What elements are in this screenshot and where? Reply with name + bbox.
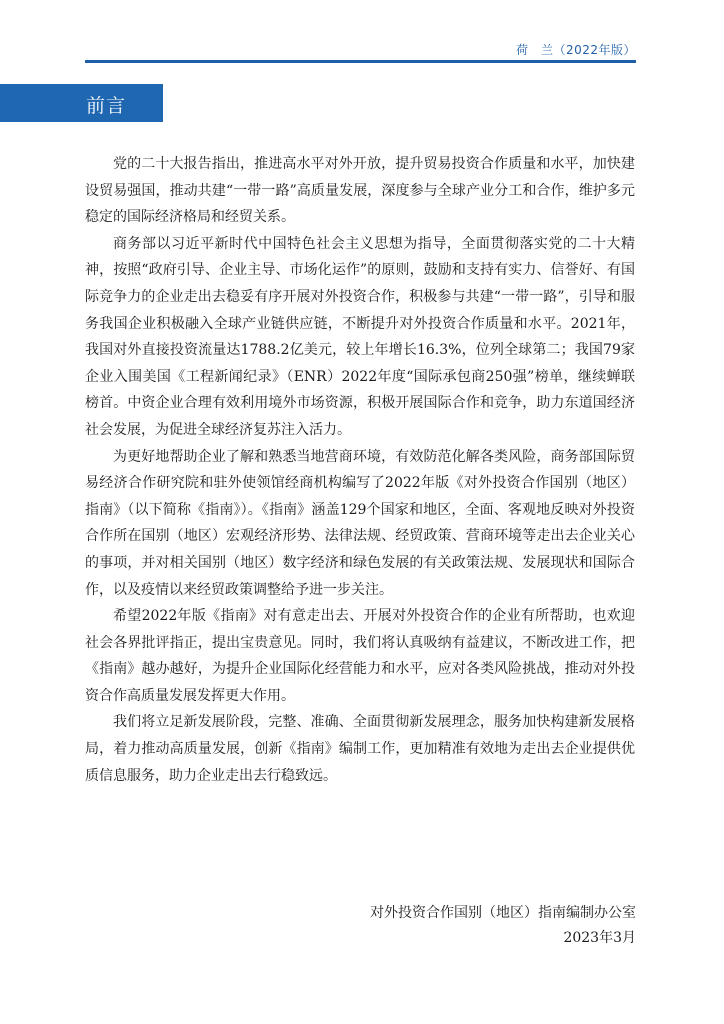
preface-paragraph-1: 党的二十大报告指出，推进高水平对外开放，提升贸易投资合作质量和水平，加快建设贸易强国，推动共建“一带一路”高质量发展，深度参与全球产业分工和合作，维护多元稳定的国际经济格局和经贸关系。 bbox=[85, 156, 635, 226]
signature-date: 2023年3月 bbox=[563, 930, 636, 946]
preface-paragraph-4: 希望2022年版《指南》对有意走出去、开展对外投资合作的企业有所帮助，也欢迎社会各界批评指正，提出宝贵意见。同时，我们将认真吸纳有益建议，不断改进工作，把《指南》越办越好，为提升企业国际化经营能力和水平，应对各类风险挑战，推动对外投资合作高质量发展发挥更大作用。 bbox=[85, 608, 635, 704]
preface-paragraph-3: 为更好地帮助企业了解和熟悉当地营商环境，有效防范化解各类风险，商务部国际贸易经济合作研究院和驻外使领馆经商机构编写了2022年版《对外投资合作国别（地区）指南》（以下简称《指南》）。《指南》涵盖129个国家和地区，全面、客观地反映对外投资合作所在国别（地区）宏观经济形势、法律法规、经贸政策、营商环境等走出去企业关心的事项，并对相关国别（地区）数字经济和绿色发展的有关政策法规、发展现状和国际合作，以及疫情以来经贸政策调整给予进一步关注。 bbox=[85, 448, 635, 598]
section-title: 前言 bbox=[86, 95, 127, 117]
signature-office: 对外投资合作国别（地区）指南编制办公室 bbox=[370, 905, 636, 921]
section-title-tab bbox=[0, 84, 163, 122]
preface-paragraph-2: 商务部以习近平新时代中国特色社会主义思想为指导，全面贯彻落实党的二十大精神，按照“政府引导、企业主导、市场化运作”的原则，鼓励和支持有实力、信誉好、有国际竞争力的企业走出去稳妥有序开展对外投资合作，积极参与共建“一带一路”，引导和服务我国企业积极融入全球产业链供应链，不断提升对外投资合作质量和水平。2021年，我国对外直接投资流量达1788.2亿美元，较上年增长16.3%，位列全球第二；我国79家企业入围美国《工程新闻纪录》（ENR）2022年度“国际承包商250强”榜单，继续蝉联榜首。中资企业合理有效利用境外市场资源，积极开展国际合作和竞争，助力东道国经济社会发展，为促进全球经济复苏注入活力。 bbox=[85, 235, 635, 438]
running-header-title: 荷 兰（2022年版） bbox=[515, 43, 636, 57]
header-divider bbox=[85, 60, 636, 63]
preface-paragraph-5: 我们将立足新发展阶段，完整、准确、全面贯彻新发展理念，服务加快构建新发展格局，着力推动高质量发展，创新《指南》编制工作，更加精准有效地为走出去企业提供优质信息服务，助力企业走出去行稳致远。 bbox=[85, 714, 635, 784]
signature-block bbox=[370, 901, 636, 951]
preface-body bbox=[85, 151, 635, 789]
